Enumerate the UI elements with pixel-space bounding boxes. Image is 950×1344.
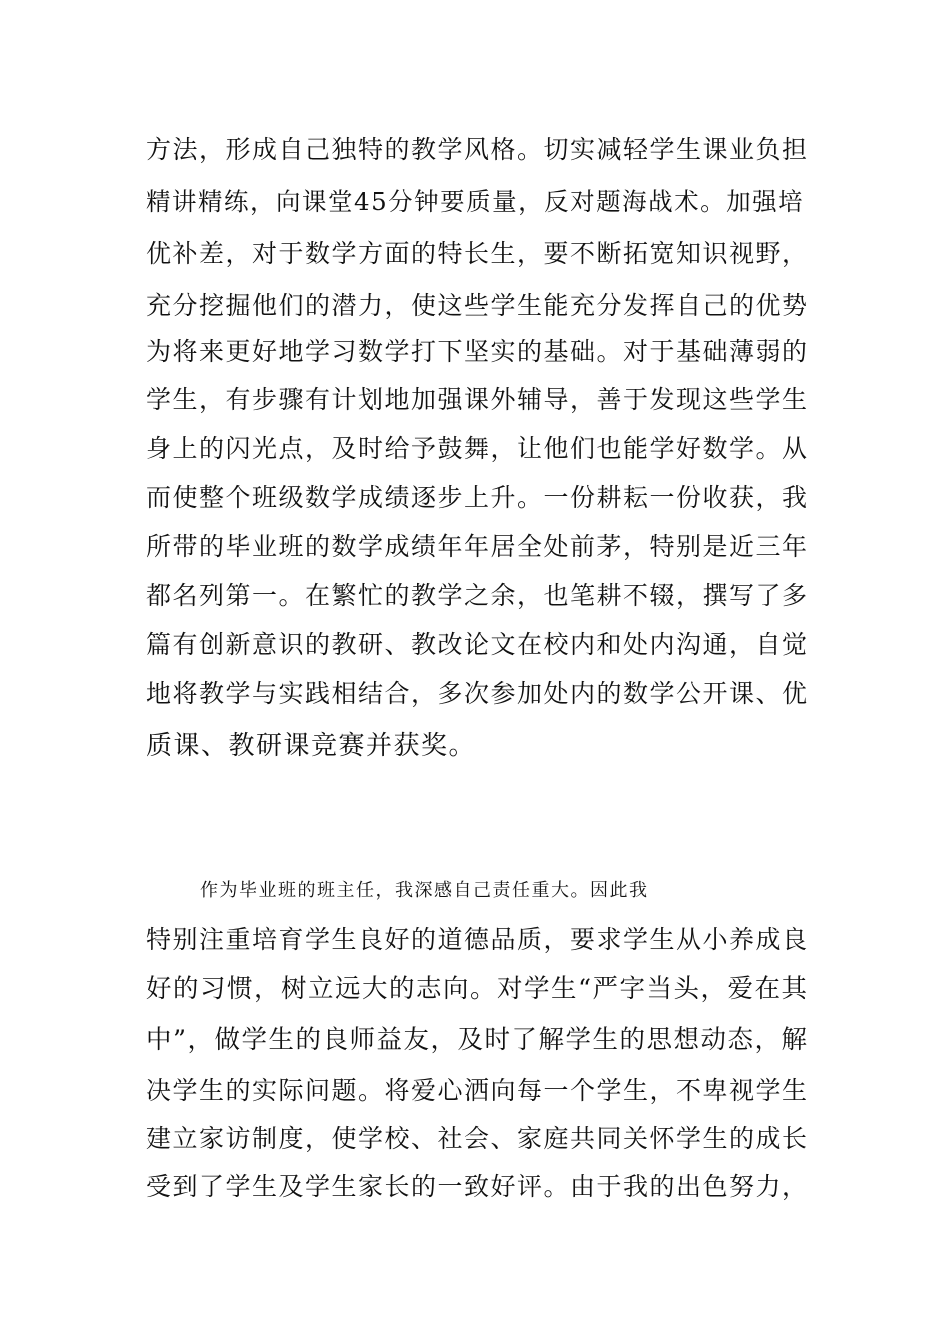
text-line: 质课、教研课竞赛并获奖。: [146, 731, 477, 761]
text-line: 都名列第一。在繁忙的教学之余，也笔耕不辍，撰写了多: [146, 581, 809, 610]
text-line: 而使整个班级数学成绩逐步上升。一份耕耘一份收获，我: [146, 483, 809, 512]
text-line: 方法，形成自己独特的教学风格。切实减轻学生课业负担: [146, 135, 809, 164]
text-line: 优补差，对于数学方面的特长生，要不断拓宽知识视野，: [146, 239, 809, 268]
text-line: 篇有创新意识的教研、教改论文在校内和处内沟通，自觉: [146, 630, 809, 659]
text-line: 所带的毕业班的数学成绩年年居全处前茅，特别是近三年: [146, 532, 809, 561]
text-line: 精讲精练，向课堂45分钟要质量，反对题海战术。加强培: [146, 187, 805, 216]
text-line: 地将教学与实践相结合，多次参加处内的数学公开课、优: [146, 679, 809, 708]
text-line: 学生，有步骤有计划地加强课外辅导，善于发现这些学生: [146, 385, 809, 414]
text-line: 受到了学生及学生家长的一致好评。由于我的出色努力，: [146, 1172, 809, 1201]
text-line: 身上的闪光点，及时给予鼓舞，让他们也能学好数学。从: [146, 434, 809, 463]
text-line: 充分挖掘他们的潜力，使这些学生能充分发挥自己的优势: [146, 291, 809, 320]
text-line: 建立家访制度，使学校、社会、家庭共同关怀学生的成长: [146, 1124, 809, 1153]
text-line: 决学生的实际问题。将爱心洒向每一个学生，不卑视学生: [146, 1076, 809, 1105]
text-line: 为将来更好地学习数学打下坚实的基础。对于基础薄弱的: [146, 337, 809, 366]
text-line: 好的习惯，树立远大的志向。对学生“严字当头，爱在其: [146, 974, 809, 1004]
text-line: 中”，做学生的良师益友，及时了解学生的思想动态，解: [146, 1025, 809, 1055]
text-line-indented: 作为毕业班的班主任，我深感自己责任重大。因此我: [200, 880, 649, 901]
text-line: 特别注重培育学生良好的道德品质，要求学生从小养成良: [146, 925, 809, 954]
